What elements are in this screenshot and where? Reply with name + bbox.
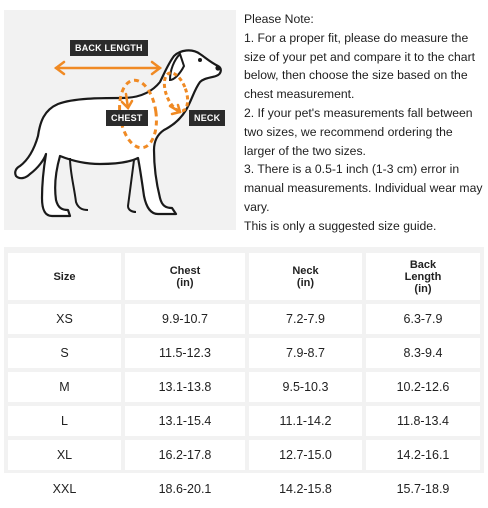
table-header-row <box>8 253 480 300</box>
cell-size: XL <box>8 440 121 470</box>
cell-neck: 7.2-7.9 <box>249 304 362 334</box>
back-length-label: BACK LENGTH <box>70 40 148 56</box>
note-heading: Please Note: <box>244 12 314 26</box>
cell-back-length: 14.2-16.1 <box>366 440 480 470</box>
size-table <box>4 249 484 508</box>
header-back-length: Back Length (in) <box>366 253 480 300</box>
table-row <box>8 406 480 436</box>
measurement-diagram <box>4 10 236 230</box>
neck-label: NECK <box>189 110 225 126</box>
note-line-4: This is only a suggested size guide. <box>244 218 437 233</box>
cell-back-length: 6.3-7.9 <box>366 304 480 334</box>
cell-chest: 16.2-17.8 <box>125 440 245 470</box>
note-line-1: 1. For a proper fit, please do measure the size of your pet and compare it to the chart below, then choose the size based on the chest measurement. <box>244 30 476 102</box>
note-line-2: 2. If your pet's measurements fall between two sizes, we recommend ordering the larger of the two sizes. <box>244 105 473 158</box>
cell-size: XXL <box>8 474 121 504</box>
size-note <box>244 10 484 236</box>
size-chart <box>4 247 484 496</box>
note-line-3: 3. There is a 0.5-1 inch (1-3 cm) error in manual measurements. Individual wear may vary. <box>244 162 483 214</box>
table-row <box>8 474 480 504</box>
header-neck: Neck (in) <box>249 253 362 300</box>
table-row <box>8 338 480 368</box>
cell-neck: 7.9-8.7 <box>249 338 362 368</box>
cell-chest: 13.1-13.8 <box>125 372 245 402</box>
cell-chest: 18.6-20.1 <box>125 474 245 504</box>
table-row <box>8 372 480 402</box>
cell-chest: 11.5-12.3 <box>125 338 245 368</box>
cell-size: L <box>8 406 121 436</box>
header-size: Size <box>8 253 121 300</box>
cell-neck: 14.2-15.8 <box>249 474 362 504</box>
cell-back-length: 10.2-12.6 <box>366 372 480 402</box>
chest-label: CHEST <box>106 110 148 126</box>
cell-chest: 13.1-15.4 <box>125 406 245 436</box>
cell-back-length: 11.8-13.4 <box>366 406 480 436</box>
table-row <box>8 440 480 470</box>
cell-back-length: 8.3-9.4 <box>366 338 480 368</box>
cell-size: S <box>8 338 121 368</box>
table-row <box>8 304 480 334</box>
cell-size: M <box>8 372 121 402</box>
cell-neck: 11.1-14.2 <box>249 406 362 436</box>
cell-back-length: 15.7-18.9 <box>366 474 480 504</box>
cell-chest: 9.9-10.7 <box>125 304 245 334</box>
cell-neck: 12.7-15.0 <box>249 440 362 470</box>
header-chest: Chest (in) <box>125 253 245 300</box>
cell-size: XS <box>8 304 121 334</box>
cell-neck: 9.5-10.3 <box>249 372 362 402</box>
